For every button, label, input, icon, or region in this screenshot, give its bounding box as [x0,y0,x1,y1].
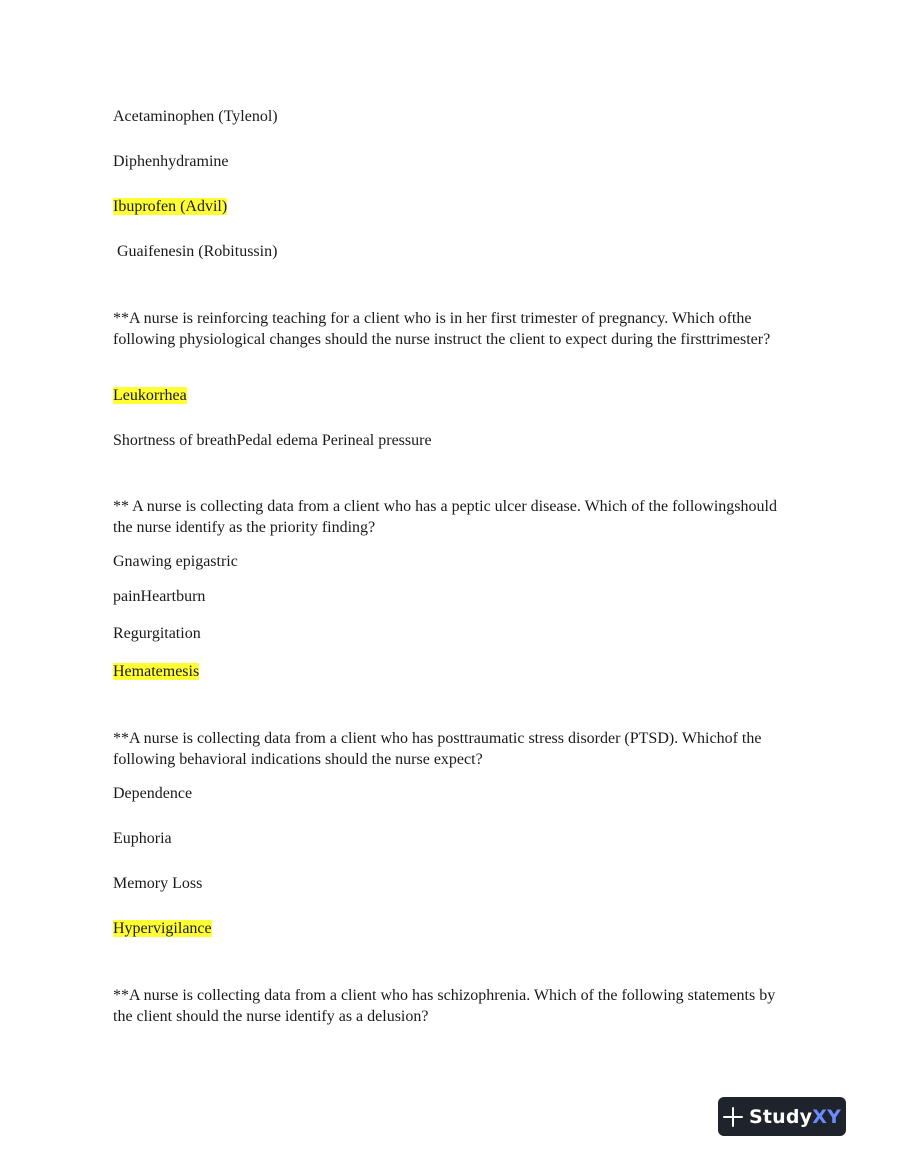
plus-icon [723,1107,743,1127]
q1-option-2: Shortness of breathPedal edema Perineal pressure [113,432,432,449]
q2-question: ** A nurse is collecting data from a client who has a peptic ulcer disease. Which of the followingshould the nurse identify as the priority finding? [113,498,777,536]
q3-option-4-correct [113,918,212,939]
q3-option-2: Euphoria [113,830,172,847]
q0-option-4: Guaifenesin (Robitussin) [113,243,278,260]
studyxy-badge[interactable] [718,1097,846,1136]
q0-option-3-correct [113,196,227,217]
q0-option-1: Acetaminophen (Tylenol) [113,108,278,125]
q2-option-2: painHeartburn [113,588,206,605]
badge-text: StudyXY [748,1105,842,1128]
q3-option-3: Memory Loss [113,875,203,892]
q4-question: **A nurse is collecting data from a client who has schizophrenia. Which of the following statements by the client should the nurse identify as a delusion? [113,987,776,1025]
q3-question: **A nurse is collecting data from a client who has posttraumatic stress disorder (PTSD). Whichof the following behavioral indications should the nurse expect? [113,730,762,768]
highlight: Hypervigilance [113,920,212,937]
highlight: Ibuprofen (Advil) [113,198,228,215]
q0-option-2: Diphenhydramine [113,153,229,170]
q3-option-1: Dependence [113,785,193,802]
q2-option-4-correct [113,661,199,682]
q1-question: **A nurse is reinforcing teaching for a client who is in her first trimester of pregnancy. Which ofthe following physiological changes should the nurse instruct the client to expect during the firsttrimester? [113,310,771,348]
highlight: Hematemesis [113,663,200,680]
q2-option-3: Regurgitation [113,625,201,642]
highlight: Leukorrhea [113,387,187,404]
q2-option-1: Gnawing epigastric [113,553,238,570]
q1-option-1-correct [113,385,187,406]
